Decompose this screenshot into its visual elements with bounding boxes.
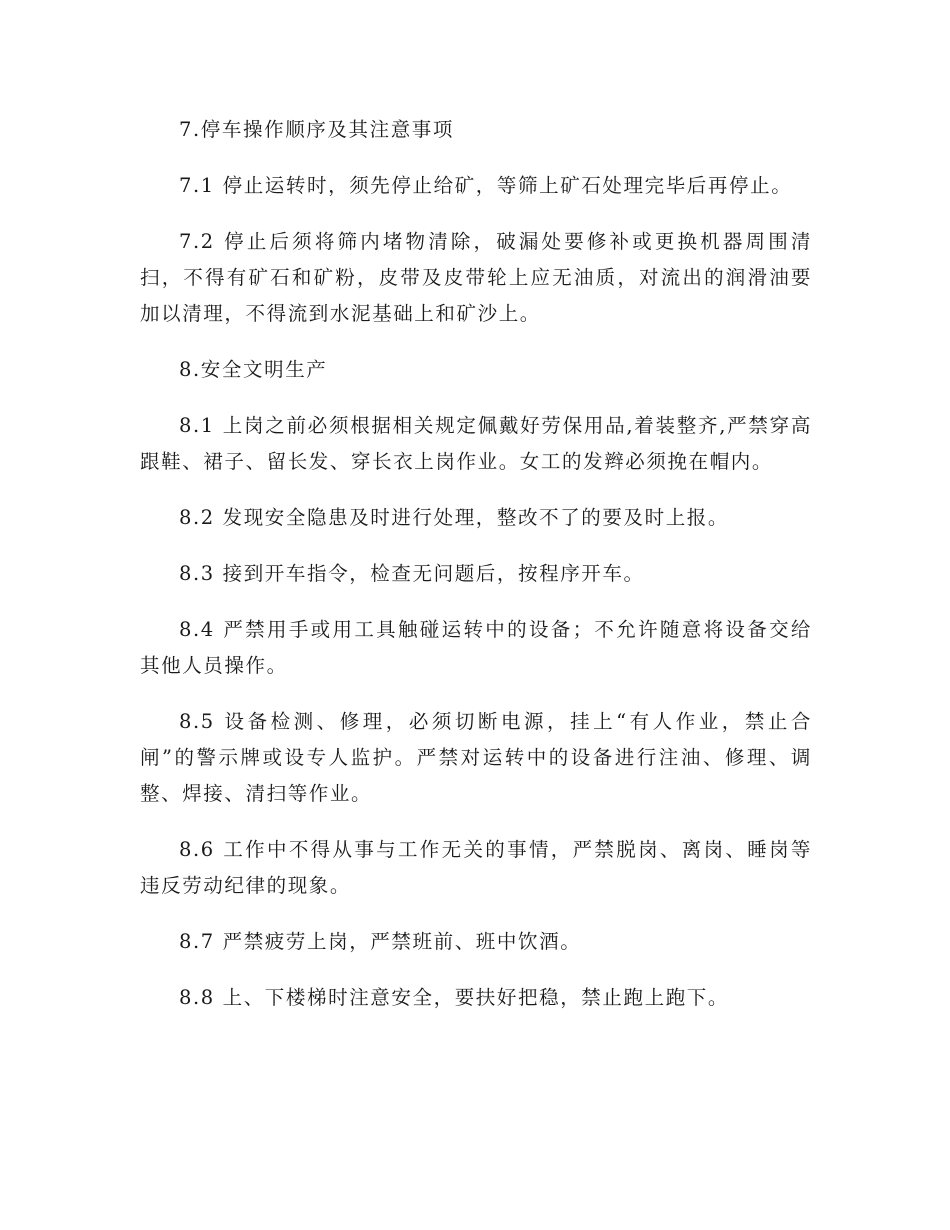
paragraph-8-6: 8.6 工作中不得从事与工作无关的事情，严禁脱岗、离岗、睡岗等违反劳动纪律的现象。 (140, 838, 812, 897)
paragraph-8-4: 8.4 严禁用手或用工具触碰运转中的设备；不允许随意将设备交给其他人员操作。 (140, 618, 812, 677)
paragraph-8-2: 8.2 发现安全隐患及时进行处理，整改不了的要及时上报。 (179, 506, 730, 529)
paragraph-7-1: 7.1 停止运转时，须先停止给矿，等筛上矿石处理完毕后再停止。 (179, 174, 793, 197)
paragraph-8-1: 8.1 上岗之前必须根据相关规定佩戴好劳保用品,着装整齐,严禁穿高跟鞋、裙子、留长发、穿长衣上岗作业。女工的发辫必须挽在帽内。 (140, 414, 812, 473)
document-body (140, 112, 812, 1036)
paragraph-8-7: 8.7 严禁疲劳上岗，严禁班前、班中饮酒。 (179, 930, 582, 953)
paragraph-7-2: 7.2 停止后须将筛内堵物清除，破漏处要修补或更换机器周围清扫，不得有矿石和矿粉，皮带及皮带轮上应无油质，对流出的润滑油要加以清理，不得流到水泥基础上和矿沙上。 (140, 230, 812, 325)
paragraph-8-5: 8.5 设备检测、修理，必须切断电源，挂上“有人作业，禁止合闸”的警示牌或设专人监护。严禁对运转中的设备进行注油、修理、调整、焊接、清扫等作业。 (140, 710, 812, 805)
paragraph-8-8: 8.8 上、下楼梯时注意安全，要扶好把稳，禁止跑上跑下。 (179, 986, 730, 1009)
section-heading-8: 8.安全文明生产 (179, 358, 328, 381)
section-heading-7: 7.停车操作顺序及其注意事项 (179, 118, 455, 141)
paragraph-8-3: 8.3 接到开车指令，检查无问题后，按程序开车。 (179, 562, 645, 585)
